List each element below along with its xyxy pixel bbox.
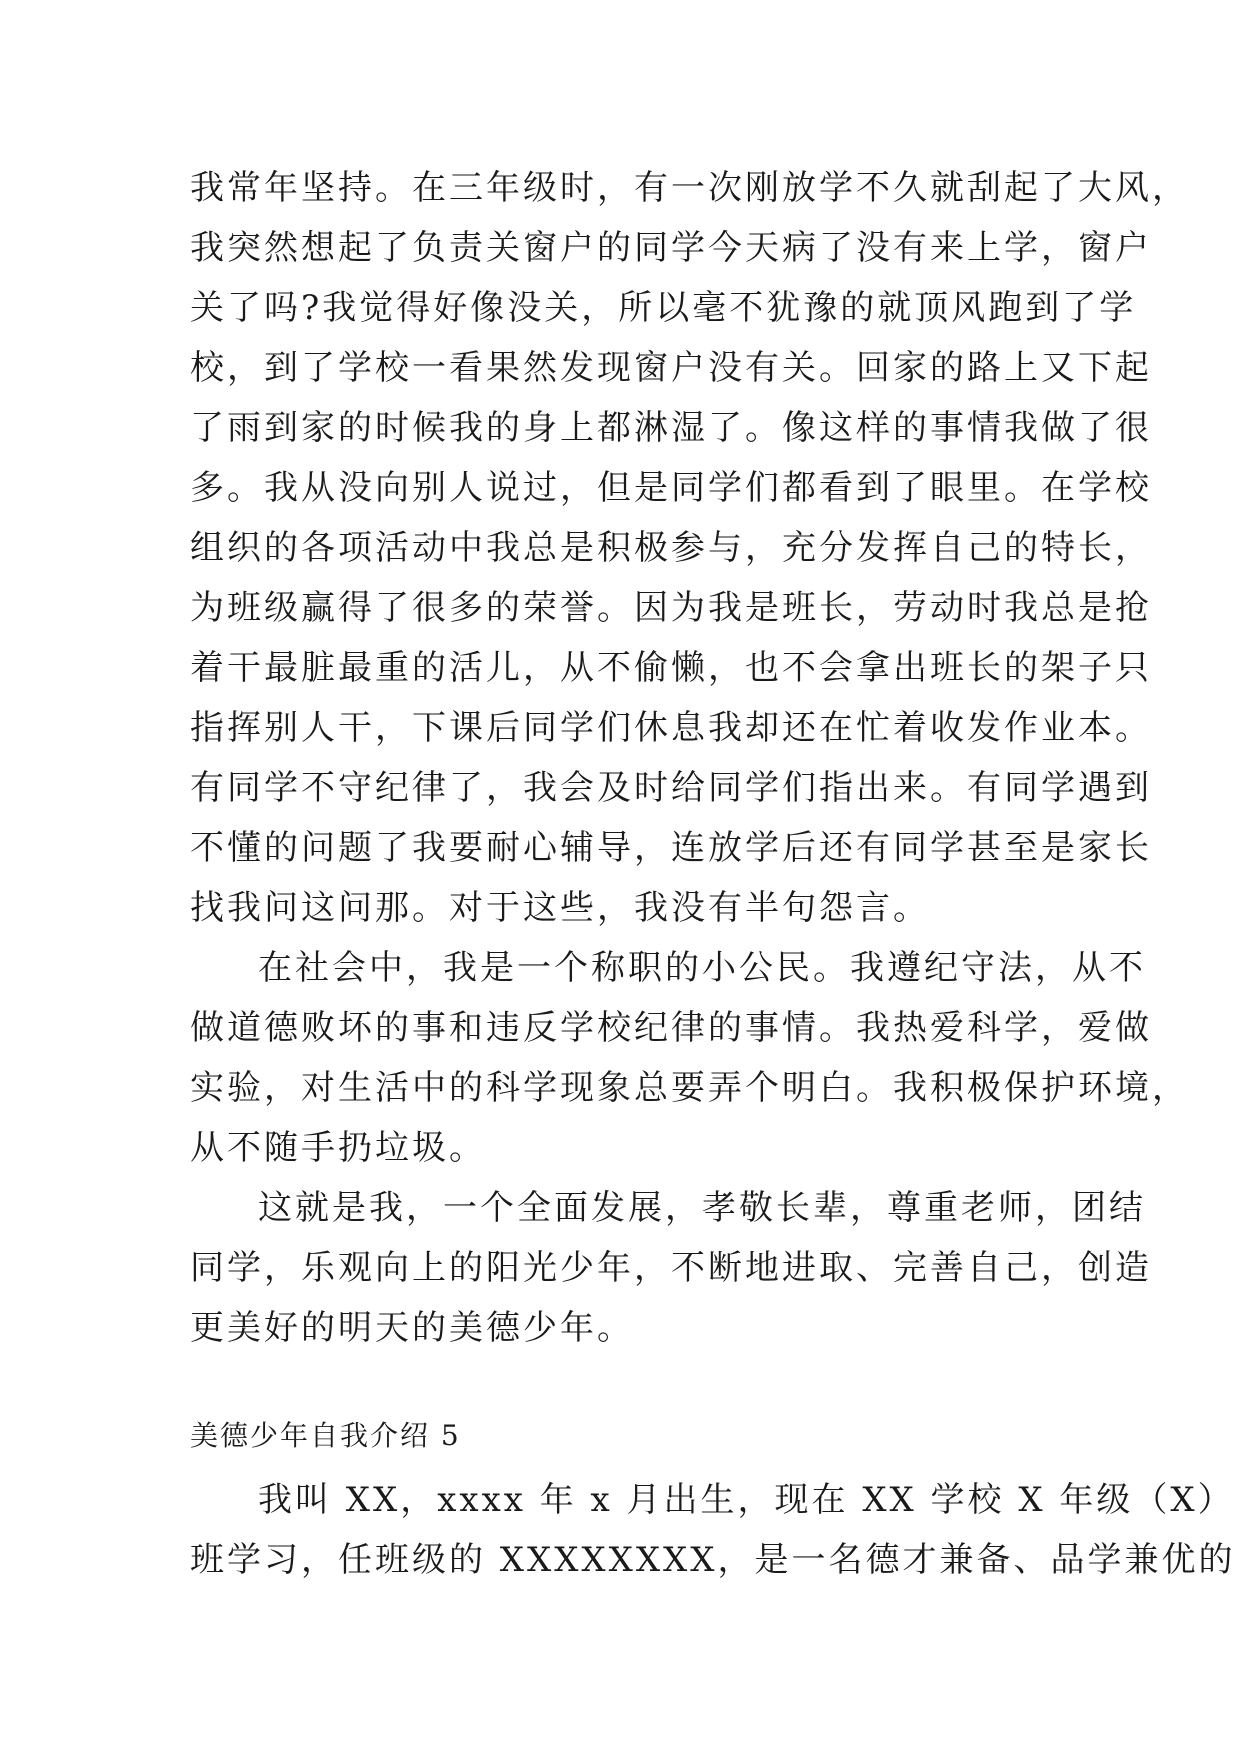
- text-line: 我叫 XX，xxxx 年 x 月出生，现在 XX 学校 X 年级（X）: [258, 1480, 1235, 1520]
- paragraph-4: [190, 1470, 1236, 1590]
- text-line: 这就是我，一个全面发展，孝敬长辈，尊重老师，团结: [258, 1188, 1146, 1228]
- text-line: 我常年坚持。在三年级时，有一次刚放学不久就刮起了大风，: [190, 168, 1189, 208]
- section-heading: 美德少年自我介绍 5: [190, 1419, 461, 1452]
- text-line: 实验，对生活中的科学现象总要弄个明白。我积极保护环境，: [190, 1068, 1189, 1108]
- text-line: 从不随手扔垃圾。: [190, 1128, 486, 1168]
- paragraph-1: [190, 158, 1189, 938]
- text-line: 为班级赢得了很多的荣誉。因为我是班长，劳动时我总是抢: [190, 588, 1152, 628]
- text-line: 我突然想起了负责关窗户的同学今天病了没有来上学，窗户: [190, 228, 1152, 268]
- text-line: 找我问这问那。对于这些，我没有半句怨言。: [190, 888, 930, 928]
- text-line: 着干最脏最重的活儿，从不偷懒，也不会拿出班长的架子只: [190, 648, 1152, 688]
- section-spacer: [190, 1358, 1070, 1410]
- text-line: 校，到了学校一看果然发现窗户没有关。回家的路上又下起: [190, 348, 1152, 388]
- text-line: 在社会中，我是一个称职的小公民。我遵纪守法，从不: [258, 948, 1146, 988]
- text-line: 更美好的明天的美德少年。: [190, 1308, 634, 1348]
- text-line: 班学习，任班级的 XXXXXXXX，是一名德才兼备、品学兼优的: [190, 1540, 1236, 1580]
- text-line: 做道德败坏的事和违反学校纪律的事情。我热爱科学，爱做: [190, 1008, 1152, 1048]
- text-line: 组织的各项活动中我总是积极参与，充分发挥自己的特长，: [190, 528, 1152, 568]
- text-line: 同学，乐观向上的阳光少年，不断地进取、完善自己，创造: [190, 1248, 1152, 1288]
- text-line: 指挥别人干，下课后同学们休息我却还在忙着收发作业本。: [190, 708, 1152, 748]
- paragraph-3: [190, 1178, 1152, 1358]
- text-line: 关了吗?我觉得好像没关，所以毫不犹豫的就顶风跑到了学: [190, 288, 1137, 328]
- text-line: 多。我从没向别人说过，但是同学们都看到了眼里。在学校: [190, 468, 1152, 508]
- document-body: [190, 158, 1236, 1590]
- text-line: 有同学不守纪律了，我会及时给同学们指出来。有同学遇到: [190, 768, 1152, 808]
- text-line: 不懂的问题了我要耐心辅导，连放学后还有同学甚至是家长: [190, 828, 1152, 868]
- text-line: 了雨到家的时候我的身上都淋湿了。像这样的事情我做了很: [190, 408, 1152, 448]
- paragraph-2: [190, 938, 1189, 1178]
